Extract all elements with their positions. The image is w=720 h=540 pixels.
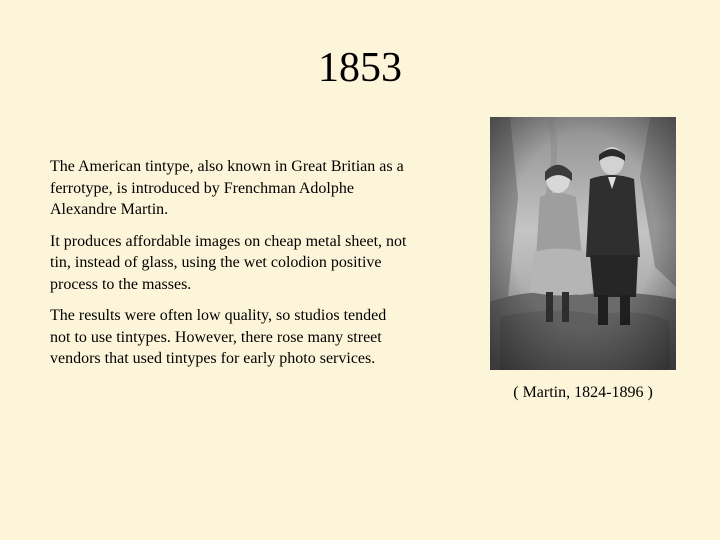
photo-caption: ( Martin, 1824-1896 ) [513,384,653,401]
tintype-portrait-image [490,117,676,370]
paragraph-1: The American tintype, also known in Great Britian as a ferrotype, is introduced by Frenchman Adolphe Alexandre Martin. [50,158,404,218]
tintype-photo [490,117,676,370]
paragraph-3: The results were often low quality, so studios tended not to use tintypes. However, there rose many street vendors that used tintypes for early photo services. [50,307,387,367]
slide-title: 1853 [318,45,402,91]
paragraph-2: It produces affordable images on cheap metal sheet, not tin, instead of glass, using the wet colodion positive process to the masses. [50,232,407,293]
slide-body [50,156,410,380]
